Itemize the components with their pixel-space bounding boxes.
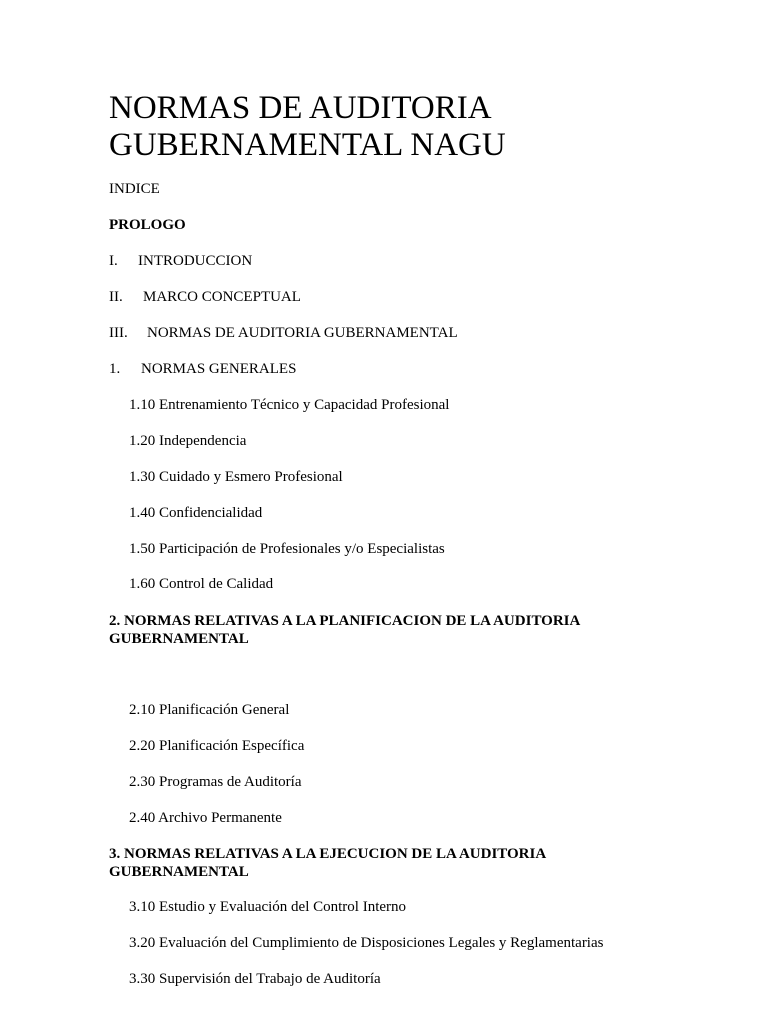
toc-item-1-60: 1.60 Control de Calidad <box>129 576 274 592</box>
section-normas-auditoria <box>109 324 458 342</box>
toc-item-1-30: 1.30 Cuidado y Esmero Profesional <box>129 469 343 485</box>
section-3-line-1: 3. NORMAS RELATIVAS A LA EJECUCION DE LA AUDITORIA <box>109 846 547 862</box>
toc-item-1-50: 1.50 Participación de Profesionales y/o Especialistas <box>129 541 445 557</box>
section-label: INTRODUCCION <box>138 253 253 269</box>
section-2-heading <box>109 612 580 648</box>
prologo-heading: PROLOGO <box>109 217 186 233</box>
toc-item-1-20: 1.20 Independencia <box>129 433 247 449</box>
section-label: NORMAS GENERALES <box>141 361 297 377</box>
section-number: III. <box>109 325 128 341</box>
section-number: I. <box>109 253 118 269</box>
section-3-heading <box>109 845 546 881</box>
section-normas-generales <box>109 360 296 378</box>
section-3-line-2: GUBERNAMENTAL <box>109 864 249 880</box>
section-number: 1. <box>109 361 121 377</box>
toc-item-2-30: 2.30 Programas de Auditoría <box>129 774 302 790</box>
toc-item-2-40: 2.40 Archivo Permanente <box>129 810 282 826</box>
section-label: NORMAS DE AUDITORIA GUBERNAMENTAL <box>147 325 458 341</box>
section-number: II. <box>109 289 123 305</box>
section-2-line-1: 2. NORMAS RELATIVAS A LA PLANIFICACION DE LA AUDITORIA <box>109 613 581 629</box>
toc-item-2-20: 2.20 Planificación Específica <box>129 738 305 754</box>
title-line-2: GUBERNAMENTAL NAGU <box>109 127 506 163</box>
toc-item-1-40: 1.40 Confidencialidad <box>129 505 263 521</box>
toc-item-1-10: 1.10 Entrenamiento Técnico y Capacidad Profesional <box>129 397 450 413</box>
toc-item-2-10: 2.10 Planificación General <box>129 702 290 718</box>
section-label: MARCO CONCEPTUAL <box>143 289 301 305</box>
indice-heading: INDICE <box>109 181 160 197</box>
toc-item-3-30: 3.30 Supervisión del Trabajo de Auditoría <box>129 971 381 987</box>
toc-item-3-10: 3.10 Estudio y Evaluación del Control Interno <box>129 899 407 915</box>
section-introduccion <box>109 252 252 270</box>
toc-item-3-20: 3.20 Evaluación del Cumplimiento de Disposiciones Legales y Reglamentarias <box>129 935 604 951</box>
document-title <box>109 90 729 164</box>
section-2-line-2: GUBERNAMENTAL <box>109 631 249 647</box>
section-marco-conceptual <box>109 288 301 306</box>
title-line-1: NORMAS DE AUDITORIA <box>109 90 492 126</box>
